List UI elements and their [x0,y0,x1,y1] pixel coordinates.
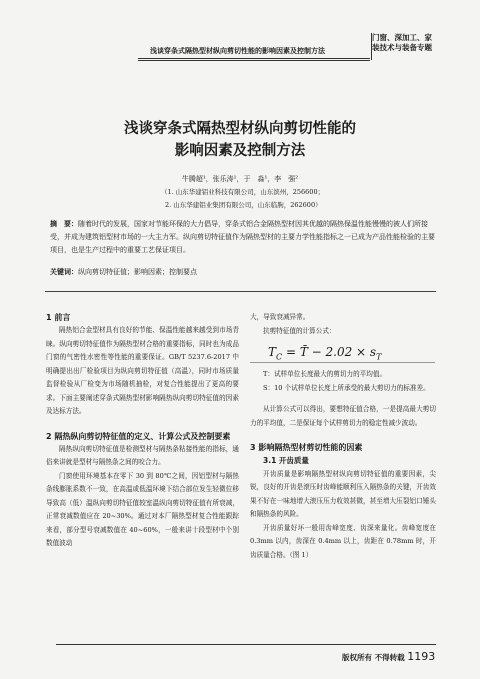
affiliation-2: 2. 山东华建铝业集团有限公司，山东临朐，262600） [165,201,322,209]
keywords-text: 纵向剪切特征值；影响因素；控制要点 [78,268,197,276]
affiliation-1: （1. 山东华建铝业科技有限公司，山东滨州，256600； [161,188,325,196]
keywords-label: 关键词： [50,268,78,276]
definition-s: S：10 个试样单位长度上所承受的最大剪切力的标准差。 [263,383,430,392]
section-3-1-heading: 3.1 开齿质量 [263,456,309,465]
abstract-label: 摘 要： [50,220,78,228]
page-number: 1193 [407,650,436,663]
section-2-heading: 2 隔热纵向剪切特征值的定义、计算公式及控制要素 [46,431,231,441]
header-rule-thin [138,60,370,61]
formula-rhs: = T̄ − 2.02 × s [285,345,377,359]
formula-lhs-sub: C [276,352,283,362]
section-label-line1: 门窗、深加工、家 [372,33,432,42]
article-title-line2: 影响因素及控制方法 [174,143,306,159]
abstract-text: 随着时代的发展，国家对节能环保的大力倡导，穿条式铝合金隔热型材因其优越的隔热保温性能慢慢的被人们所接受，并成为建筑铝型材市场的一大主力军。纵向剪切特征值作为隔热型材的主要力学性能指标之一已成为产品性能检验的主要项目，也是生产过程中的重要工艺保证项目。 [50,220,435,254]
article-title-line1: 浅谈穿条式隔热型材纵向剪切性能的 [124,121,356,137]
shear-formula [268,345,381,361]
copyright-notice: 版权所有 不得转载 [342,653,405,662]
section-label [372,33,432,53]
affiliations [161,186,324,212]
section-1-heading: 1 前言 [46,313,71,322]
running-title: 浅谈穿条式隔热型材纵向剪切性能的影响因素及控制方法 [150,46,325,55]
right-column-body [250,368,436,562]
footer [342,650,435,663]
section-3-heading: 3 影响隔热型材剪切性能的因素 [250,443,363,452]
formula-rhs-sub: T [376,352,382,362]
section-3-1-paragraph-2: 开齿质量好坏一般用齿峰宽度、齿深来量化。齿峰宽度在 0.3mm 以内，齿深在 0.4mm 以上，齿距在 0.78mm 时，开齿质量合格。（图 1） [250,523,436,559]
section-1-paragraph: 隔热铝合金型材具有良好的节能、保温性能越来越受到市场青睐。纵向剪切特征值作为隔热型材合格的重要指标，同时也为成品门窗的气密性水密性等性能的重要保证。GB/T 5237.6-2017 中明确提出出厂检验项目为纵向剪切特征值（高温），同时市场质量监督检验从厂检变为市场随机抽检，对复合性能提出了更高的要求。下面主要阐述穿条式隔热型材影响隔热纵向剪切特征值的因素及达标方法。 [46,326,239,415]
formula-lhs: T [268,345,277,359]
section-label-line2: 装技术与装备专题 [372,43,432,52]
section-3-1-paragraph-1: 开齿质量是影响隔热型材纵向剪切特征值的重要因素，尖锐，良好的开齿是滚压时齿峰能顺利压入隔热条的关键，开齿效果不好在一味地增大滚压压力收效甚微，甚至增大压裂铝口锤头和隔热条的风险。 [250,469,436,518]
formula-intro: 抗剪特征值的计算公式： [263,326,336,335]
header-rule [138,58,370,59]
footer-rule [56,644,436,645]
continued-text: 大，导致衰减异常。 [250,313,310,321]
definition-t: T：试样单位长度最大的剪切力的平均值。 [263,370,387,378]
section-2-paragraph-1: 隔热纵向剪切特征值是检测型材与隔热条粘接性能的指标，通俗来讲就是型材与隔热条之间的咬合力。 [46,444,239,466]
formula-conclusion: 从计算公式可以得出，要想特征值合格，一是提高最大剪切力的平均值，二是保证每个试样剪切力的稳定性减少波动。 [250,405,436,427]
right-column-top [250,311,436,338]
keywords [50,267,440,277]
authors: 牛腾超¹，张乐涛¹，于 淼¹，李 强² [181,175,299,183]
section-2-paragraph-2: 门窗使用环境基本在零下 30 到 80℃之间，因铝型材与隔热条线膨胀系数不一致，在高温或低温环境下结合部位发生轻微位移导致高（低）温纵向剪切特征值较室温纵向剪切特征值有所衰减，正常衰减数值应在 20~30%。通过对本厂隔热型材复合性能跟踪来看，部分型号衰减数值在 40~60%，一般来讲十段型材中个别数值波动 [46,471,239,547]
abstract-separator [45,291,436,292]
formula-underline [250,362,435,363]
left-column [46,312,239,551]
abstract [50,218,440,257]
